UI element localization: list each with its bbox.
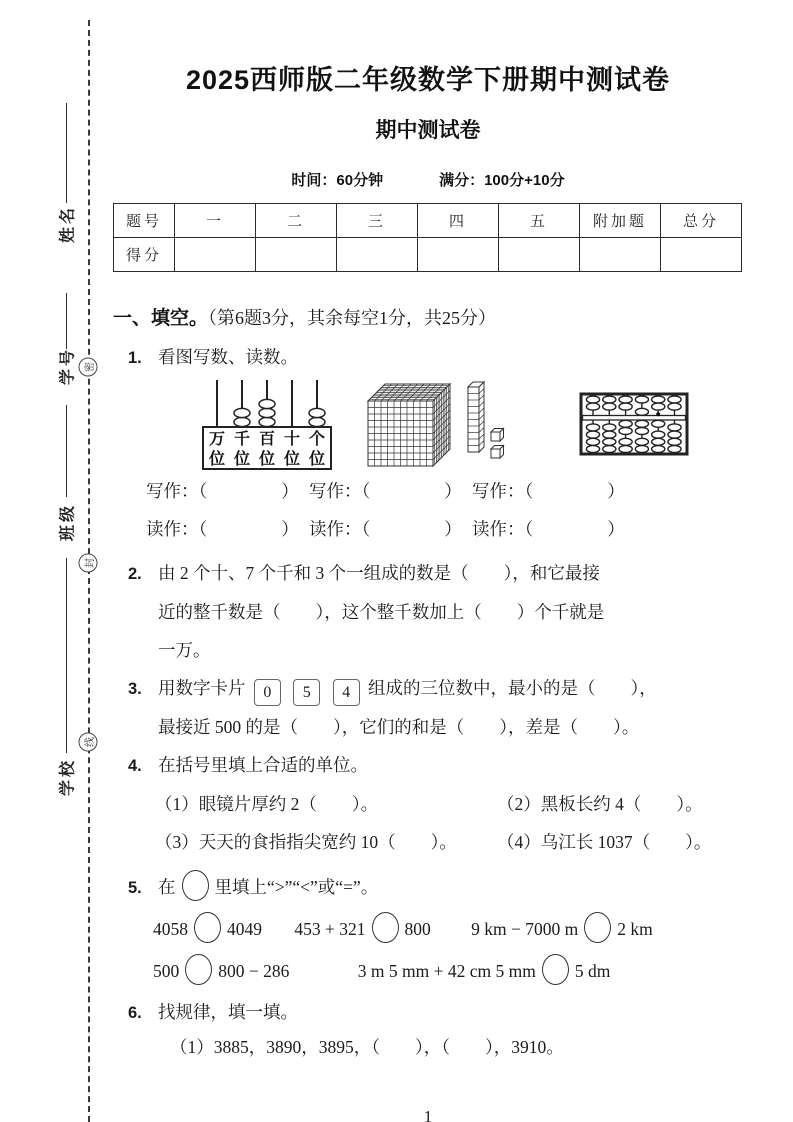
seal-char-feng: 封 [79, 554, 98, 573]
sidebar-field-class: 班级 [59, 502, 77, 542]
read-number-row [146, 516, 743, 544]
school-blank-line [66, 558, 67, 753]
q4-item-3: （3）天天的食指指尖宽约 10（ ）。 [155, 832, 457, 852]
score-col-5: 五 [499, 204, 580, 238]
score-cell [580, 238, 661, 272]
score-cell [337, 238, 418, 272]
svg-text:个: 个 [308, 431, 326, 448]
score-col-3: 三 [337, 204, 418, 238]
question-4: 4. 在括号里填上合适的单位。 （1）眼镜片厚约 2（ ）。 （2）黑板长约 4（ ）。 （3）天天的食指指尖宽约 10（ ）。 （4）乌江长 1037（ ）。 [128, 746, 743, 861]
seal-char-mi: 密 [79, 358, 98, 377]
time-limit: 时间：60分钟 [291, 172, 384, 189]
digit-card-0: 0 [254, 679, 281, 706]
svg-text:位: 位 [233, 451, 251, 468]
paper-subtitle: 期中测试卷 [375, 119, 481, 142]
svg-text:位: 位 [308, 451, 326, 468]
score-cell [175, 238, 256, 272]
read-blank-3: 读作：（ ） [472, 519, 625, 539]
paper-title: 2025西师版二年级数学下册期中测试卷 [185, 65, 671, 95]
question-1-figures [113, 376, 743, 468]
question-6: 6. 找规律，填一填。 [128, 1002, 298, 1022]
svg-text:十: 十 [283, 431, 301, 448]
svg-text:位: 位 [208, 451, 226, 468]
question-5: 5. 在 里填上“>”“<”或“=”。 [128, 867, 743, 908]
digit-card-4: 4 [333, 679, 360, 706]
score-cell [661, 238, 742, 272]
seal-char-xian: 线 [79, 733, 98, 752]
svg-text:位: 位 [283, 451, 301, 468]
compare-circle [542, 954, 569, 985]
score-col-2: 二 [256, 204, 337, 238]
score-row-label: 得分 [114, 238, 175, 272]
sidebar-field-student-id: 学号 [59, 346, 77, 386]
svg-text:百: 百 [258, 431, 276, 448]
compare-circle [182, 870, 209, 901]
main-column [113, 0, 743, 1122]
write-blank-3: 写作：（ ） [472, 481, 625, 501]
digit-card-5: 5 [293, 679, 320, 706]
score-table-corner: 题号 [114, 204, 175, 238]
score-cell [418, 238, 499, 272]
read-blank-1: 读作：（ ） [146, 519, 299, 539]
class-blank-line [66, 405, 67, 497]
score-table-score-row [114, 238, 742, 272]
student-id-blank-line [66, 293, 67, 349]
q4-item-2: （2）黑板长约 4（ ）。 [497, 794, 703, 814]
score-cell [499, 238, 580, 272]
name-blank-line [66, 103, 67, 203]
compare-circle [372, 912, 399, 943]
sidebar-field-name: 姓名 [59, 204, 77, 244]
question-1: 1. 看图写数、读数。 [128, 347, 298, 367]
compare-circle [185, 954, 212, 985]
question-2: 2. 由 2 个十、7 个千和 3 个一组成的数是（ ），和它最接 近的整千数是（ ），这个整千数加上（ ）个千就是 一万。 [128, 563, 605, 660]
q4-item-4: （4）乌江长 1037（ ）。 [497, 832, 712, 852]
write-number-row [146, 478, 743, 506]
score-table-header-row [114, 204, 742, 238]
page-number: 1 [423, 1107, 433, 1122]
write-blank-1: 写作：（ ） [146, 481, 299, 501]
svg-text:千: 千 [233, 431, 251, 448]
q6-sequence-line: （1）3885，3890，3895，（ ），（ ），3910。 [170, 1037, 564, 1057]
read-blank-2: 读作：（ ） [309, 519, 462, 539]
abacus-figure [579, 392, 689, 461]
full-score: 满分：100分+10分 [439, 172, 565, 189]
paper-meta [113, 169, 743, 190]
write-blank-2: 写作：（ ） [309, 481, 462, 501]
place-value-counter-figure [191, 376, 343, 477]
q5-comparison-row-1: 4058 4049 453 + 321 800 9 km − 7000 m 2 km [153, 908, 743, 950]
compare-circle [194, 912, 221, 943]
score-col-4: 四 [418, 204, 499, 238]
sidebar-field-school: 学校 [59, 757, 77, 797]
score-cell [256, 238, 337, 272]
svg-text:位: 位 [258, 451, 276, 468]
compare-circle [584, 912, 611, 943]
q5-comparison-row-2: 500 800 − 286 3 m 5 mm + 42 cm 5 mm 5 dm [153, 950, 743, 992]
score-col-total: 总分 [661, 204, 742, 238]
question-3: 3. 用数字卡片 0 5 4 组成的三位数中，最小的是（ ）， 最接近 500 的是（ ），它们的和是（ ），差是（ ）。 [128, 678, 657, 737]
svg-text:万: 万 [208, 431, 226, 448]
section1-heading: 一、填空。（第6题3分，其余每空1分，共25分） [113, 308, 497, 329]
score-col-bonus: 附加题 [580, 204, 661, 238]
base-ten-blocks-figure [366, 372, 508, 475]
q4-item-1: （1）眼镜片厚约 2（ ）。 [155, 794, 379, 814]
score-col-1: 一 [175, 204, 256, 238]
score-table [113, 203, 742, 272]
